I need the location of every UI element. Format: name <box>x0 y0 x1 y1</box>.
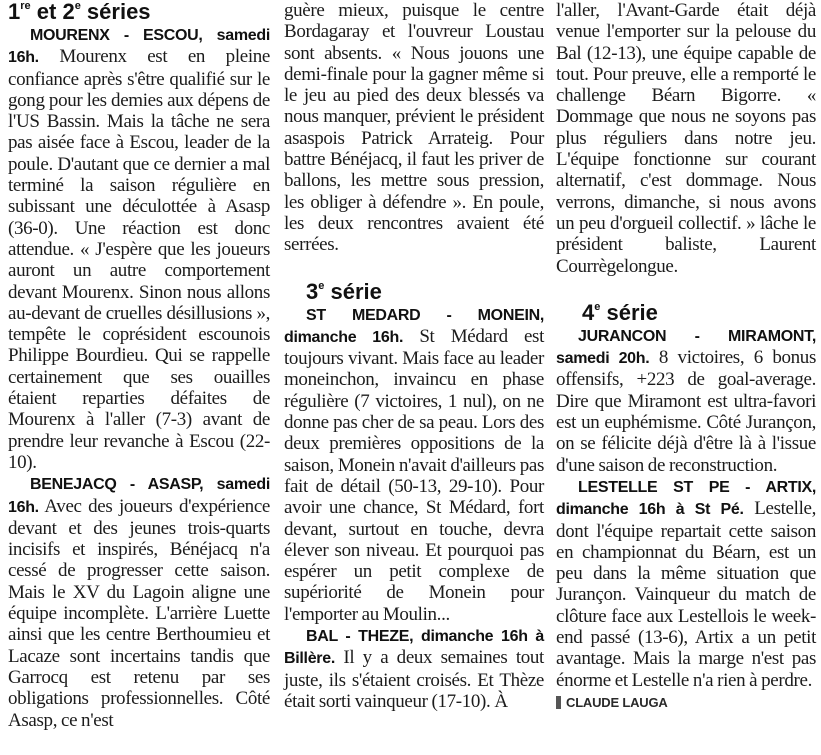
article-continuation: l'aller, l'Avant-Garde était déjà venue l'emporter sur la pelouse du Bal (12-13), une équipe capable de tout. Pour preuve, elle a remporté le challenge Béarn Bigorre. « Dommage que nous ne soyons pas plus réguliers dans notre jeu. L'équipe fonctionne sur courant alternatif, c'est dommage. Nous verrons, dimanche, si nous avons un peu d'orgueil collectif. » lâche le président baliste, Laurent Courrègelongue. <box>556 0 816 277</box>
match-lead-mourenx-escou: MOURENX - ESCOU, samedi 16h. <box>8 27 270 67</box>
article-text: Mourenx est en pleine confiance après s'être qualifié sur le gong pour les demies aux dépens de l'US Bassin. Mais la tâche ne sera pas aisée face à Escou, leader de la poule. D'autant que ce dernier a mal terminé la saison régulière en subissant une déculottée à Asasp (36-0). Une réaction est donc attendue. « J'espère que les joueurs auront un autre comportement devant Mourenx. Sinon nous allons au-devant de cruelles désillusions », tempête le coprésident escounois Philippe Bourdieu. Qui se rappelle certainement que ses ouailles étaient reparties défaites de Mourenx à l'aller (7-3) avant de prendre leur revanche à Escou (22-10). <box>8 46 270 473</box>
author-byline <box>556 695 816 710</box>
article-text: Avec des joueurs d'expérience devant et des jeunes trois-quarts incisifs et inspirés, Bénéjacq n'a cessé de progresser cette saison. Mais le XV du Lagoin aligne une équipe incomplète. L'arrière Luette ainsi que les centre Berthoumieu et Lacaze sont incertains tandis que Garrocq est retenu par ses obligations professionnelles. Côté Asasp, ce n'est <box>8 495 270 731</box>
article-jurancon-miramont <box>556 325 816 476</box>
column-3 <box>556 0 816 710</box>
article-st-medard-monein <box>284 304 544 625</box>
article-benejacq-asasp <box>8 473 270 731</box>
article-bal-theze <box>284 625 544 712</box>
column-2 <box>284 0 544 712</box>
column-1 <box>8 0 270 731</box>
match-lead-jurancon-miramont: JURANCON - MIRAMONT, samedi 20h. <box>556 327 816 368</box>
article-text: Il y a deux semaines tout juste, ils s'étaient croisés. Et Thèze était sorti vainqueur (17-10). À <box>284 647 544 712</box>
article-continuation: guère mieux, puisque le centre Bordagaray et l'ouvreur Loustau sont absents. « Nous jouons une demi-finale pour la gagner même si le jeu au pied des deux blessés va nous manquer, prévient le président asaspois Patrick Arrateig. Pour battre Bénéjacq, il faut les priver de ballons, les mettre sous pression, les obliger à défendre ». En poule, les deux rencontres avaient été serrées. <box>284 0 544 256</box>
article-lestelle-artix <box>556 476 816 691</box>
match-lead-lestelle-artix: LESTELLE ST PE - ARTIX, dimanche 16h à St Pé. <box>556 478 816 519</box>
article-text: St Médard est toujours vivant. Mais face au leader moneinchon, invaincu en phase régulière (7 victoires, 1 nul), on ne donne pas cher de sa peau. Lors des deux premières oppositions de la saison, Monein n'avait d'ailleurs pas fait de détail (50-13, 29-10). Pour avoir une chance, St Médard, fort devant, surtout en touche, devra élever son niveau. Et pourquoi pas espérer un petit complexe de supériorité de Monein pour l'emporter au Moulin... <box>284 325 545 625</box>
section-heading-4-serie: 4e série <box>582 299 658 325</box>
match-lead-bal-theze: BAL - THEZE, dimanche 16h à Billère. <box>284 628 544 668</box>
article-mourenx-escou <box>8 24 270 473</box>
byline-marker <box>556 696 561 709</box>
match-lead-benejacq-asasp: BENEJACQ - ASASP, samedi 16h. <box>8 476 270 516</box>
section-heading-3-serie: 3e série <box>306 278 382 304</box>
section-heading-1-2-series: 1re et 2e séries <box>8 0 151 24</box>
match-lead-st-medard-monein: ST MEDARD - MONEIN, dimanche 16h. <box>284 306 544 346</box>
article-text: Lestelle, dont l'équipe repartait cette saison en championnat du Béarn, est un peu dans la même situation que Jurançon. Vainqueur du match de clôture face aux Lestellois le week-end passé (13-6), Artix a un petit avantage. Mais la marge n'est pas énorme et Lestelle n'a rien à perdre. <box>556 498 816 691</box>
article-text: 8 victoires, 6 bonus offensifs, +223 de goal-average. Dire que Miramont est ultra-favori est un euphémisme. Côté Jurançon, on se félicite déjà d'être là à l'issue d'une saison de reconstruction. <box>556 347 816 476</box>
author-name: CLAUDE LAUGA <box>566 694 668 710</box>
